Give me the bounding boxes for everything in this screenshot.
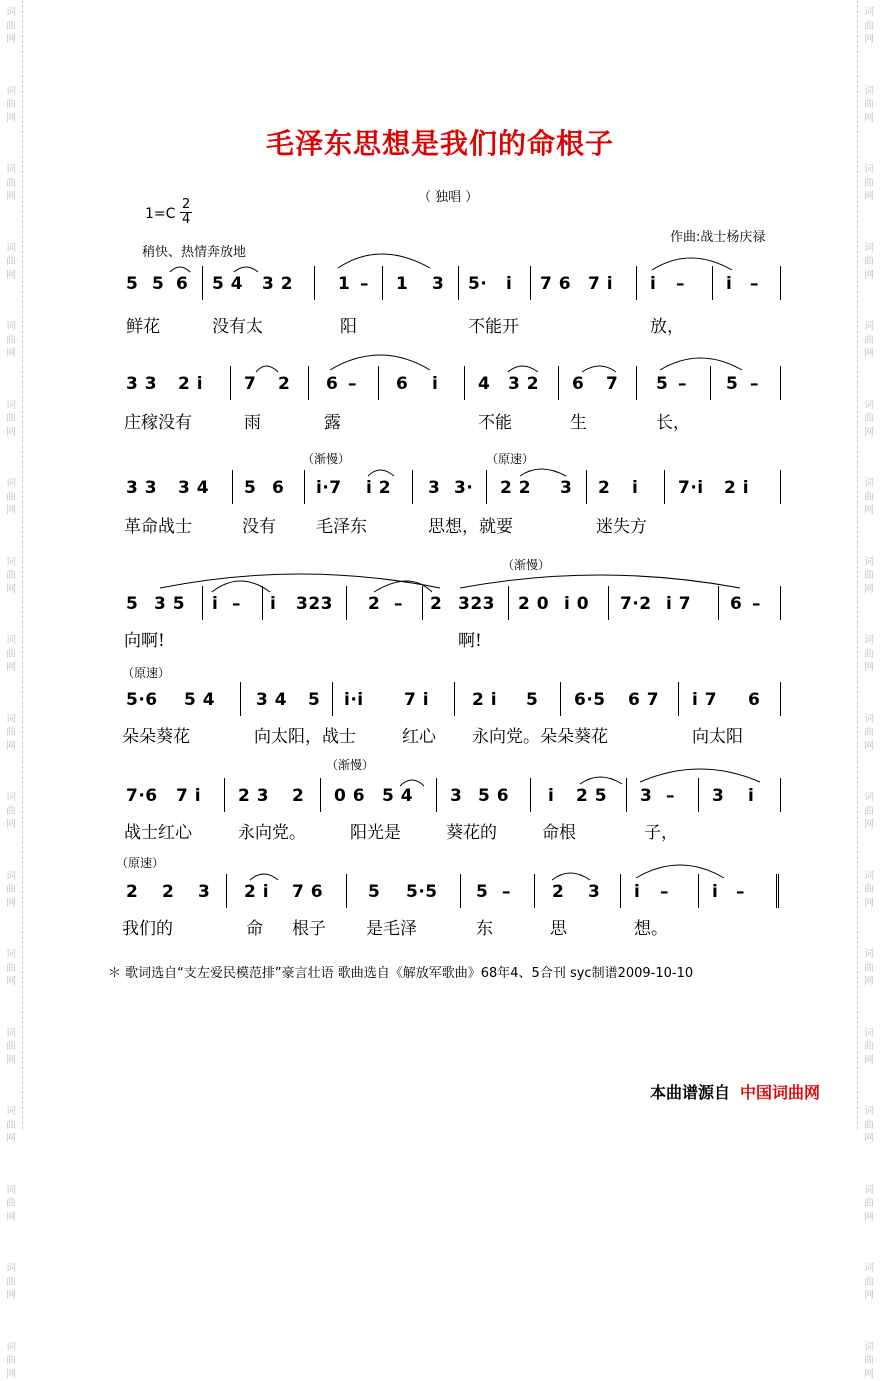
slur xyxy=(520,469,566,476)
note: 5 xyxy=(726,374,738,394)
tempo-change: （渐慢） xyxy=(502,556,550,573)
note: 5 4 xyxy=(212,274,243,294)
lyric: 不能 xyxy=(478,408,512,433)
lyric: 露 xyxy=(324,408,341,433)
note: 2 i xyxy=(472,690,497,710)
lyric: 思想，就要 xyxy=(428,512,513,537)
tie xyxy=(640,769,760,782)
note: i xyxy=(548,786,554,806)
note: 3· xyxy=(454,478,473,498)
tie xyxy=(338,254,430,268)
watermark: 词 曲 网 xyxy=(864,477,874,518)
brand-logo: 中国词曲网 xyxy=(740,1083,820,1102)
watermark: 词 曲 网 xyxy=(864,1027,874,1068)
note: 6 xyxy=(176,274,188,294)
watermark: 词 曲 网 xyxy=(864,1184,874,1225)
note: 5 xyxy=(126,594,138,614)
note: – xyxy=(502,882,511,902)
lyric: 葵花的 xyxy=(446,818,497,843)
note: i xyxy=(212,594,218,614)
note: 3 xyxy=(560,478,572,498)
key-signature: 1=C xyxy=(145,206,175,222)
note: – xyxy=(360,274,369,294)
source-label: 本曲谱源自 xyxy=(650,1083,730,1102)
note: 5 xyxy=(656,374,668,394)
tempo-change: （渐慢） xyxy=(326,756,374,773)
watermark: 词 曲 网 xyxy=(6,1027,16,1068)
note: 5 6 xyxy=(478,786,509,806)
note: 3 xyxy=(428,478,440,498)
note: 5 4 xyxy=(184,690,215,710)
slur xyxy=(552,873,590,880)
note: 2 xyxy=(430,594,442,614)
note: 2 xyxy=(292,786,304,806)
note: 6 xyxy=(272,478,284,498)
tie xyxy=(660,358,742,370)
lyric: 向太阳，战士 xyxy=(254,722,356,747)
note: 7·i xyxy=(678,478,704,498)
note: 7 i xyxy=(404,690,429,710)
note: – xyxy=(678,374,687,394)
note: 6 xyxy=(396,374,408,394)
note: 3 2 xyxy=(508,374,539,394)
lyric: 东 xyxy=(476,914,493,939)
note: i 2 xyxy=(366,478,391,498)
note: 2 2 xyxy=(500,478,531,498)
note: i xyxy=(632,478,638,498)
note: i xyxy=(270,594,276,614)
note: – xyxy=(232,594,241,614)
note: – xyxy=(676,274,685,294)
lyric: 革命战士 xyxy=(124,512,192,537)
note: 1 xyxy=(338,274,350,294)
watermark: 词 曲 网 xyxy=(864,870,874,911)
source-credit xyxy=(650,1080,820,1103)
note: 2 xyxy=(552,882,564,902)
note: 5 xyxy=(526,690,538,710)
note: i 0 xyxy=(564,594,589,614)
note: 3 xyxy=(198,882,210,902)
lyric: 向啊! xyxy=(124,626,165,651)
watermark: 词 曲 网 xyxy=(864,163,874,204)
lyric: 永向党。朵朵葵花 xyxy=(472,722,608,747)
lyric: 向太阳 xyxy=(692,722,743,747)
tempo-change: （原速） xyxy=(116,854,164,871)
note: 6 xyxy=(326,374,338,394)
lyric: 没有 xyxy=(242,512,276,537)
note: 5· xyxy=(468,274,487,294)
lyric: 根子 xyxy=(292,914,326,939)
watermark: 词 曲 网 xyxy=(864,6,874,47)
note: 5 xyxy=(244,478,256,498)
note: 2 5 xyxy=(576,786,607,806)
slur xyxy=(460,575,740,588)
watermark: 词 曲 网 xyxy=(864,791,874,832)
watermark: 词 曲 网 xyxy=(864,1105,874,1146)
watermark: 词 曲 网 xyxy=(6,477,16,518)
note: 5 xyxy=(308,690,320,710)
watermark: 词 曲 网 xyxy=(864,556,874,597)
lyric: 鲜花 xyxy=(126,312,160,337)
lyric: 是毛泽 xyxy=(366,914,417,939)
note: i xyxy=(650,274,656,294)
watermark: 词 曲 网 xyxy=(6,163,16,204)
note: 2 i xyxy=(178,374,203,394)
slur xyxy=(580,777,622,784)
note: 2 3 xyxy=(238,786,269,806)
note: 0 6 xyxy=(334,786,365,806)
note: i xyxy=(726,274,732,294)
note: 2 xyxy=(598,478,610,498)
lyric: 庄稼没有 xyxy=(124,408,192,433)
slur xyxy=(170,267,190,272)
note: 5 xyxy=(126,274,138,294)
slur xyxy=(582,366,616,372)
watermark: 词 曲 网 xyxy=(864,399,874,440)
note: 3 5 xyxy=(154,594,185,614)
note: i xyxy=(748,786,754,806)
note: i xyxy=(506,274,512,294)
tie xyxy=(374,581,432,592)
note: 3 4 xyxy=(256,690,287,710)
watermark: 词 曲 网 xyxy=(6,1341,16,1381)
note: 6·5 xyxy=(574,690,606,710)
watermark: 词 曲 网 xyxy=(864,1341,874,1381)
lyric: 命根 xyxy=(542,818,576,843)
note: i 7 xyxy=(666,594,691,614)
watermark: 词 曲 网 xyxy=(864,320,874,361)
note: – xyxy=(660,882,669,902)
note: i xyxy=(432,374,438,394)
note: i xyxy=(634,882,640,902)
note: i·7 xyxy=(316,478,342,498)
note: – xyxy=(394,594,403,614)
lyric: 长， xyxy=(656,408,690,433)
watermark: 词 曲 网 xyxy=(6,634,16,675)
note: – xyxy=(750,374,759,394)
lyric: 子， xyxy=(644,818,678,843)
note: 2 0 xyxy=(518,594,549,614)
lyric: 阳光是 xyxy=(350,818,401,843)
lyric: 战士红心 xyxy=(124,818,192,843)
lyric: 红心 xyxy=(402,722,436,747)
note: i xyxy=(712,882,718,902)
note: 6 xyxy=(748,690,760,710)
note: i·i xyxy=(344,690,364,710)
slur xyxy=(250,874,278,880)
watermark: 词 曲 网 xyxy=(6,791,16,832)
note: 7·6 xyxy=(126,786,158,806)
watermark: 词 曲 网 xyxy=(6,320,16,361)
note: 3 3 xyxy=(126,374,157,394)
note: i 7 xyxy=(692,690,717,710)
watermark: 词 曲 网 xyxy=(6,85,16,126)
time-bottom: 4 xyxy=(182,212,190,227)
watermark: 词 曲 网 xyxy=(864,1262,874,1303)
note: 2 i xyxy=(724,478,749,498)
watermark: 词 曲 网 xyxy=(864,634,874,675)
slur xyxy=(234,267,258,272)
lyric: 命 xyxy=(246,914,263,939)
slur xyxy=(400,780,424,786)
tempo-change: （原速） xyxy=(486,450,534,467)
lyric: 永向党。 xyxy=(238,818,306,843)
note: 5 xyxy=(368,882,380,902)
slur xyxy=(160,574,440,588)
watermark: 词 曲 网 xyxy=(6,399,16,440)
note: – xyxy=(348,374,357,394)
lyric: 阳 xyxy=(340,312,357,337)
tie xyxy=(212,581,270,592)
lyric: 想。 xyxy=(634,914,668,939)
watermark: 词 曲 网 xyxy=(6,870,16,911)
note: 7 6 xyxy=(292,882,323,902)
note: 323 xyxy=(458,594,495,614)
note: 3 xyxy=(450,786,462,806)
note: 5 4 xyxy=(382,786,413,806)
slur xyxy=(368,470,394,476)
note: 6 7 xyxy=(628,690,659,710)
lyric: 不能开 xyxy=(468,312,519,337)
lyric: 没有太 xyxy=(212,312,263,337)
note: 323 xyxy=(296,594,333,614)
note: 6 xyxy=(730,594,742,614)
note: 2 xyxy=(368,594,380,614)
note: 3 xyxy=(712,786,724,806)
lyric: 雨 xyxy=(244,408,261,433)
footnote: ＊ 歌词选自“支左爱民模范排”豪言壮语 歌曲选自《解放军歌曲》68年4、5合刊 syc制谱2009-10-10 xyxy=(108,962,693,981)
note: 7 xyxy=(244,374,256,394)
note: 1 xyxy=(396,274,408,294)
note: 5·6 xyxy=(126,690,158,710)
watermark: 词 曲 网 xyxy=(6,1184,16,1225)
time-top: 2 xyxy=(180,198,192,213)
slur xyxy=(508,366,538,372)
note: 3 3 xyxy=(126,478,157,498)
note: 6 xyxy=(572,374,584,394)
watermark: 词 曲 网 xyxy=(6,1262,16,1303)
note: 3 4 xyxy=(178,478,209,498)
note: 5 xyxy=(152,274,164,294)
note: – xyxy=(750,274,759,294)
note: 7 6 xyxy=(540,274,571,294)
watermark: 词 曲 网 xyxy=(6,242,16,283)
slur xyxy=(256,366,278,372)
note: – xyxy=(736,882,745,902)
lyric: 思 xyxy=(550,914,567,939)
note: 3 2 xyxy=(262,274,293,294)
tempo-change: （原速） xyxy=(122,664,170,681)
watermark: 词 曲 网 xyxy=(6,6,16,47)
note: 5·5 xyxy=(406,882,438,902)
watermark: 词 曲 网 xyxy=(6,948,16,989)
lyric: 朵朵葵花 xyxy=(122,722,190,747)
note: – xyxy=(666,786,675,806)
note: 7 i xyxy=(588,274,613,294)
note: 4 xyxy=(478,374,490,394)
note: 3 xyxy=(640,786,652,806)
note: 2 i xyxy=(244,882,269,902)
tempo-change: （渐慢） xyxy=(302,450,350,467)
note: 5 xyxy=(476,882,488,902)
note: 7 xyxy=(606,374,618,394)
watermark: 词 曲 网 xyxy=(6,713,16,754)
watermark: 词 曲 网 xyxy=(6,556,16,597)
lyric: 啊! xyxy=(458,626,482,651)
composer-credit: 作曲:战士杨庆禄 xyxy=(670,226,765,245)
lyric: 毛泽东 xyxy=(316,512,367,537)
watermark: 词 曲 网 xyxy=(864,713,874,754)
tempo-marking: 稍快、热情奔放地 xyxy=(142,241,246,260)
note: 3 xyxy=(432,274,444,294)
lyric: 放， xyxy=(650,312,684,337)
song-title: 毛泽东思想是我们的命根子 xyxy=(0,122,880,162)
tie xyxy=(330,355,430,370)
lyric: 我们的 xyxy=(122,914,173,939)
performance-type: （ 独唱 ） xyxy=(418,186,478,205)
note: 7·2 xyxy=(620,594,652,614)
note: – xyxy=(752,594,761,614)
tie xyxy=(636,865,724,878)
note: 2 xyxy=(278,374,290,394)
watermark: 词 曲 网 xyxy=(864,948,874,989)
tie xyxy=(652,258,732,270)
note: 3 xyxy=(588,882,600,902)
lyric: 迷失方 xyxy=(596,512,647,537)
note: 7 i xyxy=(176,786,201,806)
note: 2 xyxy=(162,882,174,902)
watermark: 词 曲 网 xyxy=(6,1105,16,1146)
watermark: 词 曲 网 xyxy=(864,242,874,283)
lyric: 生 xyxy=(570,408,587,433)
watermark: 词 曲 网 xyxy=(864,85,874,126)
note: 2 xyxy=(126,882,138,902)
